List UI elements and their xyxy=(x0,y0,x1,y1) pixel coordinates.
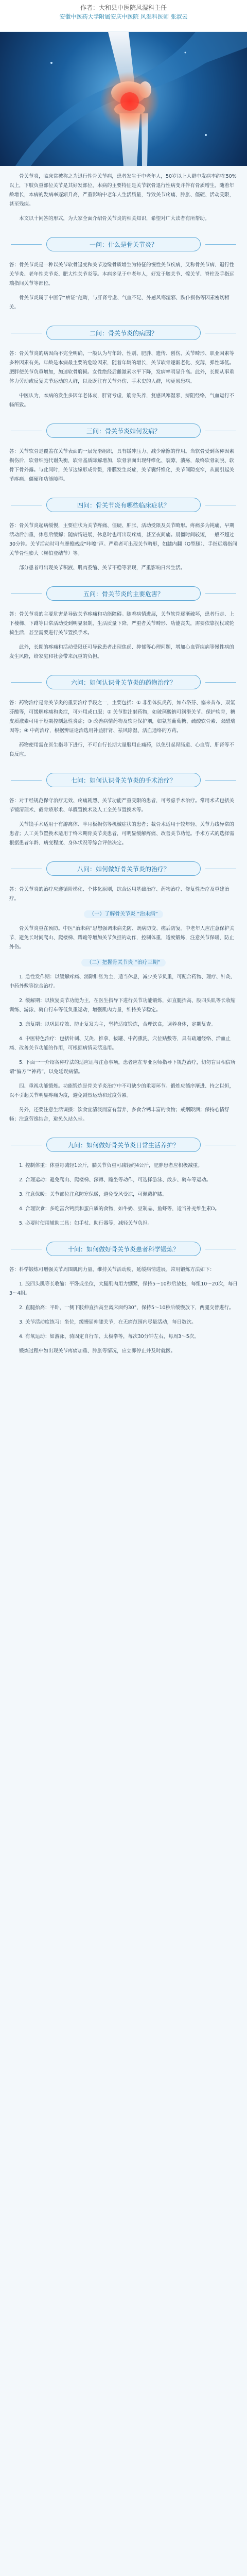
section-paragraph: 5. 下面一一介绍各种疗法的适应证与注意事项，患者应在专业医师指导下规范治疗，切勿盲目相信所谓“偏方”“神药”，以免延误病情。 xyxy=(9,1060,236,1075)
intro-paragraph: 本文以十问答的形式，为大家全面介绍骨关节炎的相关知识，希望对广大读者有所帮助。 xyxy=(19,216,210,222)
section-paragraph: 锻炼过程中如出现关节疼痛加重、肿胀等情况，应立即停止并及时就医。 xyxy=(19,1348,176,1354)
section-paragraph: 3. 康复期：以巩固疗效、防止复发为主，坚持适度锻炼，合理饮食，调养身体，定期复查。 xyxy=(19,1022,216,1027)
section-paragraph: 答：骨关节炎起病缓慢，主要症状为关节疼痛、僵硬、肿胀、活动受限及关节畸形。疼痛多为钝痛，早期活动后加重，休息后缓解；随病情进展，休息时也可出现疼痛，甚至夜间痛。晨僵时间较短，一般不超过30分钟。关节活动时可有摩擦感或“咔嚓”声。严重者可出现关节畸形，如膝内翻（O型腿）、手指远端指间关节骨性膨大（赫伯登结节）等。 xyxy=(9,523,237,556)
section-paragraph: 2. 缓解期：以恢复关节功能为主，在医生指导下进行关节功能锻炼，如直腿抬高、股四头肌等长收缩训练、游泳、骑自行车等低负重运动，增强肌肉力量，维持关节稳定。 xyxy=(9,998,236,1013)
section-paragraph: 4. 有氧运动：如游泳、骑固定自行车、太极拳等，每次30分钟左右，每周3～5次。 xyxy=(19,1334,199,1340)
section-paragraph: 1. 股四头肌等长收缩：平卧或坐位，大腿肌肉用力绷紧，保持5～10秒后放松，每组10～20次，每日3～4组。 xyxy=(9,1281,238,1296)
section-paragraph: 答：骨关节炎是一种以关节软骨退变和关节边缘骨质增生为特征的慢性关节疾病，又称骨关节病、退行性关节炎、老年性关节炎、肥大性关节炎等。本病多见于中老年人，好发于膝关节、髋关节、脊柱及手指远端指间关节等部位。 xyxy=(9,262,235,286)
section-paragraph: 答：骨关节炎的病因尚不完全明确，一般认为与年龄、性别、肥胖、遗传、创伤、关节畸形、职业因素等多种因素有关。年龄是本病最主要的危险因素，随着年龄的增长，关节软骨逐渐老化、变薄，弹性降低。肥胖使关节负重增加，加速软骨磨损。女性绝经后雌激素水平下降，发病率明显升高。此外，长期从事重体力劳动或反复关节运动的人群，以及既往有关节外伤、手术史的人群，均更易患病。 xyxy=(9,351,235,384)
section-paragraph: 骨关节炎属于中医学“痹证”范畴，与肝肾亏虚、气血不足、外感风寒湿邪、跌仆损伤等因素密切相关。 xyxy=(9,295,230,310)
author-line: 作者：大和县中医院风湿科主任 xyxy=(80,4,167,11)
author-header xyxy=(0,0,247,32)
section-paragraph: 3. 注意保暖：关节部位注意防寒保暖，避免受风受凉，可佩戴护膝。 xyxy=(19,1192,167,1197)
section-paragraph: 5. 必要时使用辅助工具：如手杖、助行器等，减轻关节负担。 xyxy=(19,1221,153,1226)
section-paragraph: 2. 合理运动：避免爬山、爬楼梯、深蹲、跪坐等动作，可选择游泳、散步、骑车等运动。 xyxy=(19,1177,211,1183)
section-paragraph: 答：关节软骨是覆盖在关节表面的一层光滑组织，具有缓冲压力、减少摩擦的作用。当软骨受到各种因素损伤后，软骨细胞代谢失衡，软骨基质降解增加，软骨表面出现纤维化、裂隙、溃疡，最终软骨剥脱、软骨下骨外露。与此同时，关节边缘形成骨赘，滑膜发生炎症，关节囊纤维化，关节间隙变窄，从而引起关节疼痛、僵硬和功能障碍。 xyxy=(9,449,235,482)
section-paragraph: 4. 中医特色治疗：包括针刺、艾灸、推拿、拔罐、中药熏洗、穴位贴敷等，具有疏通经络、活血止痛、改善关节功能的作用，可根据病情灵活选用。 xyxy=(9,1036,231,1051)
source-line: 安徽中医药大学附属安庆中医院 风湿科医师 张淑云 xyxy=(59,13,188,20)
section-paragraph: 答：骨关节炎的主要危害是导致关节疼痛和功能障碍。随着病情进展，关节软骨逐渐破坏，患者行走、上下楼梯、下蹲等日常活动受到明显限制，生活质量下降。严重者关节畸形、功能丧失，需要依靠拐杖或轮椅生活，甚至需要进行关节置换手术。 xyxy=(9,612,235,636)
section-paragraph: 此外，长期的疼痛和活动受限还可导致患者出现焦虑、抑郁等心理问题，增加心血管疾病等慢性病的发生风险，给家庭和社会带来沉重的负担。 xyxy=(9,645,235,659)
section-paragraph: 四、重视功能锻炼。功能锻炼是骨关节炎治疗中不可缺少的重要环节。锻炼应循序渐进、持之以恒，以不引起关节明显疼痛为度，避免剧烈运动和过度劳累。 xyxy=(9,1083,235,1098)
section-paragraph: 部分患者可出现关节积液、肌肉萎缩、关节不稳等表现，严重影响日常生活。 xyxy=(19,565,186,571)
section-title: 七问：如何认识骨关节炎的手术治疗？ xyxy=(46,773,201,787)
intro-paragraph: 骨关节炎，临床常被称之为退行性骨关节病，患者发生于中老年人，50岁以上人群中发病率约在50%以上，下肢负重部位关节是其好发部位，本病的主要特征是关节软骨退行性病变并伴有骨质增生。随着年龄增长，本病的发病率逐渐升高，严重影响中老年人生活质量，导致关节疼痛、肿胀、僵硬、活动受限，甚至残疾。 xyxy=(9,174,237,207)
section-paragraph: 1. 控制体重：体重每减轻1公斤，膝关节负重可减轻约4公斤，肥胖患者应积极减重。 xyxy=(19,1163,203,1168)
knee-joint-illustration xyxy=(0,32,247,166)
sub-section-title: （一）了解骨关节炎 “治未病” xyxy=(9,910,238,919)
section-paragraph: 另外，还要注意生活调摄：饮食宜清淡而富有营养，多食含钙丰富的食物；戒烟限酒；保持心情舒畅；注意劳逸结合，避免久站久坐。 xyxy=(9,1107,230,1122)
section-title: 二问：骨关节炎的病因？ xyxy=(46,326,201,340)
section-title: 六问：如何认识骨关节炎的药物治疗？ xyxy=(46,675,201,689)
section-title: 八问：如何做好骨关节炎的治疗？ xyxy=(46,861,201,876)
section-paragraph: 1. 急性发作期：以缓解疼痛、消除肿胀为主，适当休息，减少关节负重，可配合药物、理疗、针灸、中药外敷等综合治疗。 xyxy=(9,974,236,989)
section-paragraph: 答：科学锻炼可增强关节周围肌肉力量，维持关节活动度，延缓病情进展。常用锻炼方法如下： xyxy=(9,1267,215,1273)
section-paragraph: 关节镜手术适用于有游离体、半月板损伤等机械症状的患者；截骨术适用于较年轻、关节力线异常的患者；人工关节置换术适用于终末期骨关节炎患者，可明显缓解疼痛、改善关节功能。手术方式的选择需根据患者年龄、病变程度、身体状况等综合评估决定。 xyxy=(9,822,235,846)
section-title: 四问：骨关节炎有哪些临床症状？ xyxy=(46,498,201,512)
section-title: 一问：什么是骨关节炎？ xyxy=(46,237,201,251)
section-paragraph: 答：对于经规范保守治疗无效、疼痛剧烈、关节功能严重受限的患者，可考虑手术治疗。常用术式包括关节镜清理术、截骨矫形术、单髁置换术及人工全关节置换术等。 xyxy=(9,798,235,813)
article-body xyxy=(0,166,247,1356)
section-paragraph: 4. 合理饮食：多吃富含钙质和蛋白质的食物，如牛奶、豆制品、鱼虾等，适当补充维生素D。 xyxy=(19,1206,220,1212)
section-paragraph: 答：骨关节炎的治疗应遵循阶梯化、个体化原则，综合运用基础治疗、药物治疗、修复性治疗及重建治疗。 xyxy=(9,887,230,902)
section-paragraph: 答：药物治疗是骨关节炎的重要治疗手段之一，主要包括：① 非甾体抗炎药，如布洛芬、塞来昔布、双氯芬酸等，可缓解疼痛和炎症，可外用或口服；② 关节腔注射药物，如玻璃酸钠可润滑关节、保护软骨，糖皮质激素可用于短期控制急性炎症；③ 改善病情药物及软骨保护剂，如氨基葡萄糖、硫酸软骨素、双醋瑞因等；④ 中药治疗，根据辨证论治选用补益肝肾、祛风除湿、活血通络的方药。 xyxy=(9,700,236,734)
section-paragraph: 药物使用需在医生指导下进行，不可自行长期大量服用止痛药，以免引起胃肠道、心血管、肝肾等不良反应。 xyxy=(9,742,235,757)
section-title: 十问：如何做好骨关节炎患者科学锻炼？ xyxy=(46,1242,201,1256)
section-paragraph: 骨关节炎重在预防。中医“治未病”思想强调未病先防、既病防变、瘥后防复。中老年人应注意保护关节，避免长时间爬山、爬楼梯、蹲跪等增加关节负担的动作，控制体重，适度锻炼，注意关节保暖，防止外伤。 xyxy=(9,926,235,950)
section-paragraph: 中医认为，本病的发生多因年老体衰，肝肾亏虚，筋骨失养，复感风寒湿邪，痹阻经络，气血运行不畅所致。 xyxy=(9,393,235,408)
section-paragraph: 2. 直腿抬高：平卧，一侧下肢伸直抬高至离床面约30°，保持5～10秒后缓慢放下，两腿交替进行。 xyxy=(19,1305,234,1311)
section-title: 九问：如何做好骨关节炎日常生活养护？ xyxy=(46,1138,201,1152)
hero-illustration xyxy=(0,32,247,166)
section-paragraph: 3. 关节活动度练习：坐位，缓慢屈伸膝关节，在无痛范围内尽量活动，每日数次。 xyxy=(19,1319,197,1325)
section-title: 五问：骨关节炎的主要危害？ xyxy=(46,586,201,601)
section-title: 三问：骨关节炎如何发病？ xyxy=(46,423,201,438)
sub-section-title: （二）把握骨关节炎 “治疗三期” xyxy=(9,958,238,968)
